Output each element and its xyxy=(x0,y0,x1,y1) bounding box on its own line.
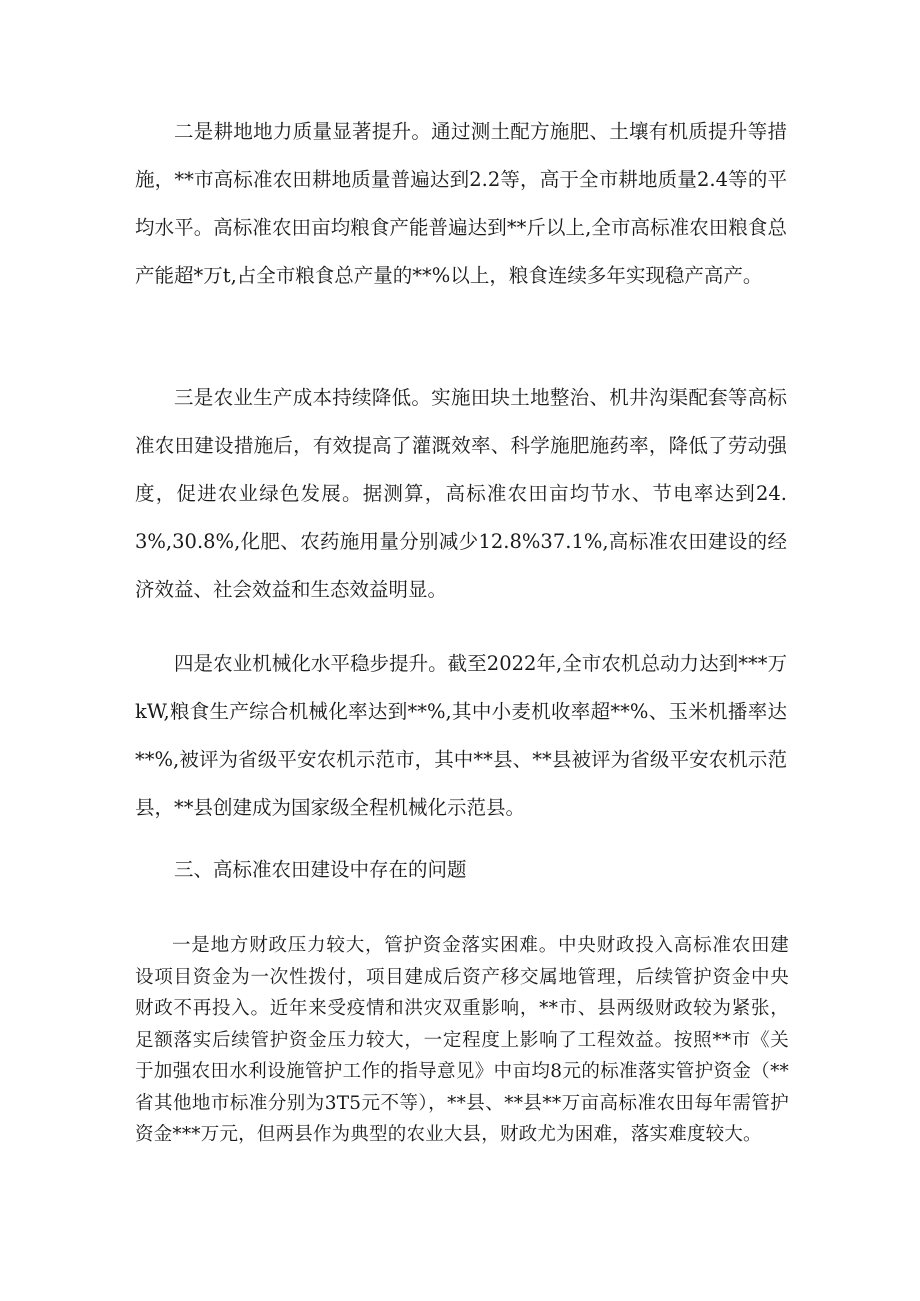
paragraph-farmland-quality: 二是耕地地力质量显著提升。通过测土配方施肥、土壤有机质提升等措施，**市高标准农田耕地质量普遍达到2.2等，高于全市耕地质量2.4等的平均水平。高标准农田亩均粮食产能普遍达到**斤以上,全市高标准农田粮食总产能超*万t,占全市粮食总产量的**%以上，粮食连续多年实现稳产高产。 xyxy=(135,120,787,287)
paragraph-fiscal-pressure: 一是地方财政压力较大，管护资金落实困难。中央财政投入高标准农田建设项目资金为一次性拨付，项目建成后资产移交属地管理，后续管护资金中央财政不再投入。近年来受疫情和洪灾双重影响，**市、县两级财政较为紧张，足额落实后续管护资金压力较大，一定程度上影响了工程效益。按照**市《关于加强农田水利设施管护工作的指导意见》中亩均8元的标准落实管护资金（**省其他地市标准分别为3T5元不等），**县、**县**万亩高标准农田每年需管护资金***万元，但两县作为典型的农业大县，财政尤为困难，落实难度较大。 xyxy=(135,935,789,1145)
paragraph-production-cost: 三是农业生产成本持续降低。实施田块土地整治、机井沟渠配套等高标准农田建设措施后，有效提高了灌溉效率、科学施肥施药率，降低了劳动强度，促进农业绿色发展。据测算，高标准农田亩均节水、节电率达到24.3%,30.8%,化肥、农药施用量分别减少12.8%37.1%,高标准农田建设的经济效益、社会效益和生态效益明显。 xyxy=(135,386,787,601)
section-heading: 三、高标准农田建设中存在的问题 xyxy=(174,858,467,881)
paragraph-mechanization: 四是农业机械化水平稳步提升。截至2022年,全市农机总动力达到***万kW,粮食生产综合机械化率达到**%,其中小麦机收率超**%、玉米机播率达**%,被评为省级平安农机示范市，其中**县、**县被评为省级平安农机示范县，**县创建成为国家级全程机械化示范县。 xyxy=(135,652,787,819)
